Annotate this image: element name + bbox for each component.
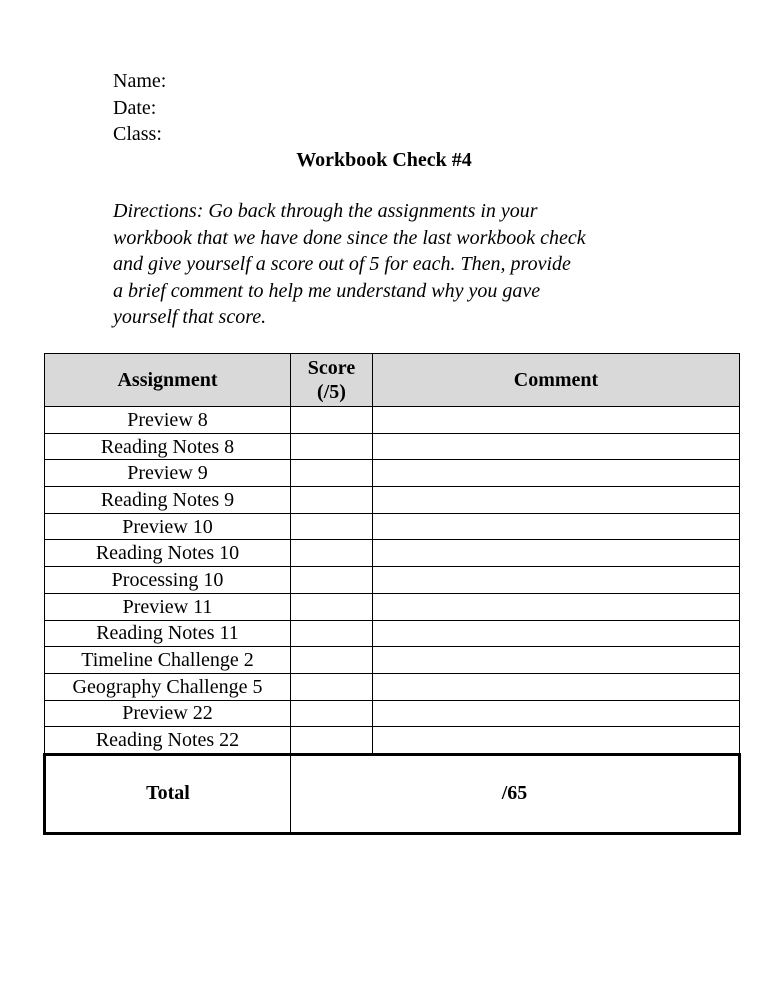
assignment-column-header: Assignment — [45, 354, 291, 407]
table-row — [45, 513, 740, 540]
comment-cell[interactable] — [373, 460, 740, 487]
assignment-cell: Preview 11 — [45, 593, 291, 620]
comment-cell[interactable] — [373, 540, 740, 567]
score-column-header — [291, 354, 373, 407]
comment-cell[interactable] — [373, 567, 740, 594]
name-label: Name: — [113, 70, 167, 92]
comment-cell[interactable] — [373, 727, 740, 755]
table-row — [45, 620, 740, 647]
table-row — [45, 727, 740, 755]
score-header-line1: Score — [307, 357, 356, 379]
comment-cell[interactable] — [373, 487, 740, 514]
table-row — [45, 673, 740, 700]
score-cell[interactable] — [291, 433, 373, 460]
score-cell[interactable] — [291, 620, 373, 647]
document-title-text: Workbook Check #4 — [296, 149, 472, 171]
score-cell[interactable] — [291, 460, 373, 487]
assignment-cell: Reading Notes 9 — [45, 487, 291, 514]
assignment-cell: Preview 8 — [45, 407, 291, 434]
table-header-row — [45, 354, 740, 407]
table-row — [45, 540, 740, 567]
comment-cell[interactable] — [373, 620, 740, 647]
table-body — [45, 407, 740, 755]
comment-cell[interactable] — [373, 647, 740, 674]
score-cell[interactable] — [291, 593, 373, 620]
score-cell[interactable] — [291, 487, 373, 514]
assignment-cell: Preview 10 — [45, 513, 291, 540]
total-label: Total — [45, 754, 291, 833]
header-fields — [113, 68, 166, 148]
comment-cell[interactable] — [373, 700, 740, 727]
table-row — [45, 407, 740, 434]
directions-line: a brief comment to help me understand why you gave — [113, 279, 541, 302]
assignment-cell: Reading Notes 22 — [45, 727, 291, 755]
score-cell[interactable] — [291, 540, 373, 567]
directions — [113, 198, 673, 331]
directions-line: and give yourself a score out of 5 for each. Then, provide — [113, 253, 571, 275]
class-label: Class: — [113, 123, 162, 145]
table-row — [45, 567, 740, 594]
assignment-cell: Reading Notes 10 — [45, 540, 291, 567]
assignment-cell: Reading Notes 8 — [45, 433, 291, 460]
table-row — [45, 700, 740, 727]
score-cell[interactable] — [291, 673, 373, 700]
table-row — [45, 433, 740, 460]
score-header-line2: (/5) — [317, 381, 346, 403]
table-row — [45, 460, 740, 487]
score-cell[interactable] — [291, 647, 373, 674]
assignment-cell: Geography Challenge 5 — [45, 673, 291, 700]
directions-line: workbook that we have done since the last workbook check — [113, 226, 586, 249]
workbook-check-table — [43, 353, 741, 835]
total-value[interactable]: /65 — [291, 754, 740, 833]
assignment-cell: Timeline Challenge 2 — [45, 647, 291, 674]
table-row — [45, 647, 740, 674]
score-cell[interactable] — [291, 407, 373, 434]
table-row — [45, 487, 740, 514]
score-cell[interactable] — [291, 727, 373, 755]
assignment-cell: Processing 10 — [45, 567, 291, 594]
comment-cell[interactable] — [373, 513, 740, 540]
score-cell[interactable] — [291, 700, 373, 727]
assignment-cell: Preview 9 — [45, 460, 291, 487]
date-label: Date: — [113, 96, 157, 119]
comment-cell[interactable] — [373, 407, 740, 434]
table-row — [45, 593, 740, 620]
comment-cell[interactable] — [373, 433, 740, 460]
comment-column-header: Comment — [373, 354, 740, 407]
document-title — [0, 147, 768, 173]
comment-cell[interactable] — [373, 593, 740, 620]
directions-line: yourself that score. — [113, 306, 267, 328]
score-cell[interactable] — [291, 513, 373, 540]
directions-line: Directions: Go back through the assignments in your — [113, 200, 538, 222]
total-row — [45, 754, 740, 833]
assignment-cell: Preview 22 — [45, 700, 291, 727]
assignment-cell: Reading Notes 11 — [45, 620, 291, 647]
score-cell[interactable] — [291, 567, 373, 594]
comment-cell[interactable] — [373, 673, 740, 700]
